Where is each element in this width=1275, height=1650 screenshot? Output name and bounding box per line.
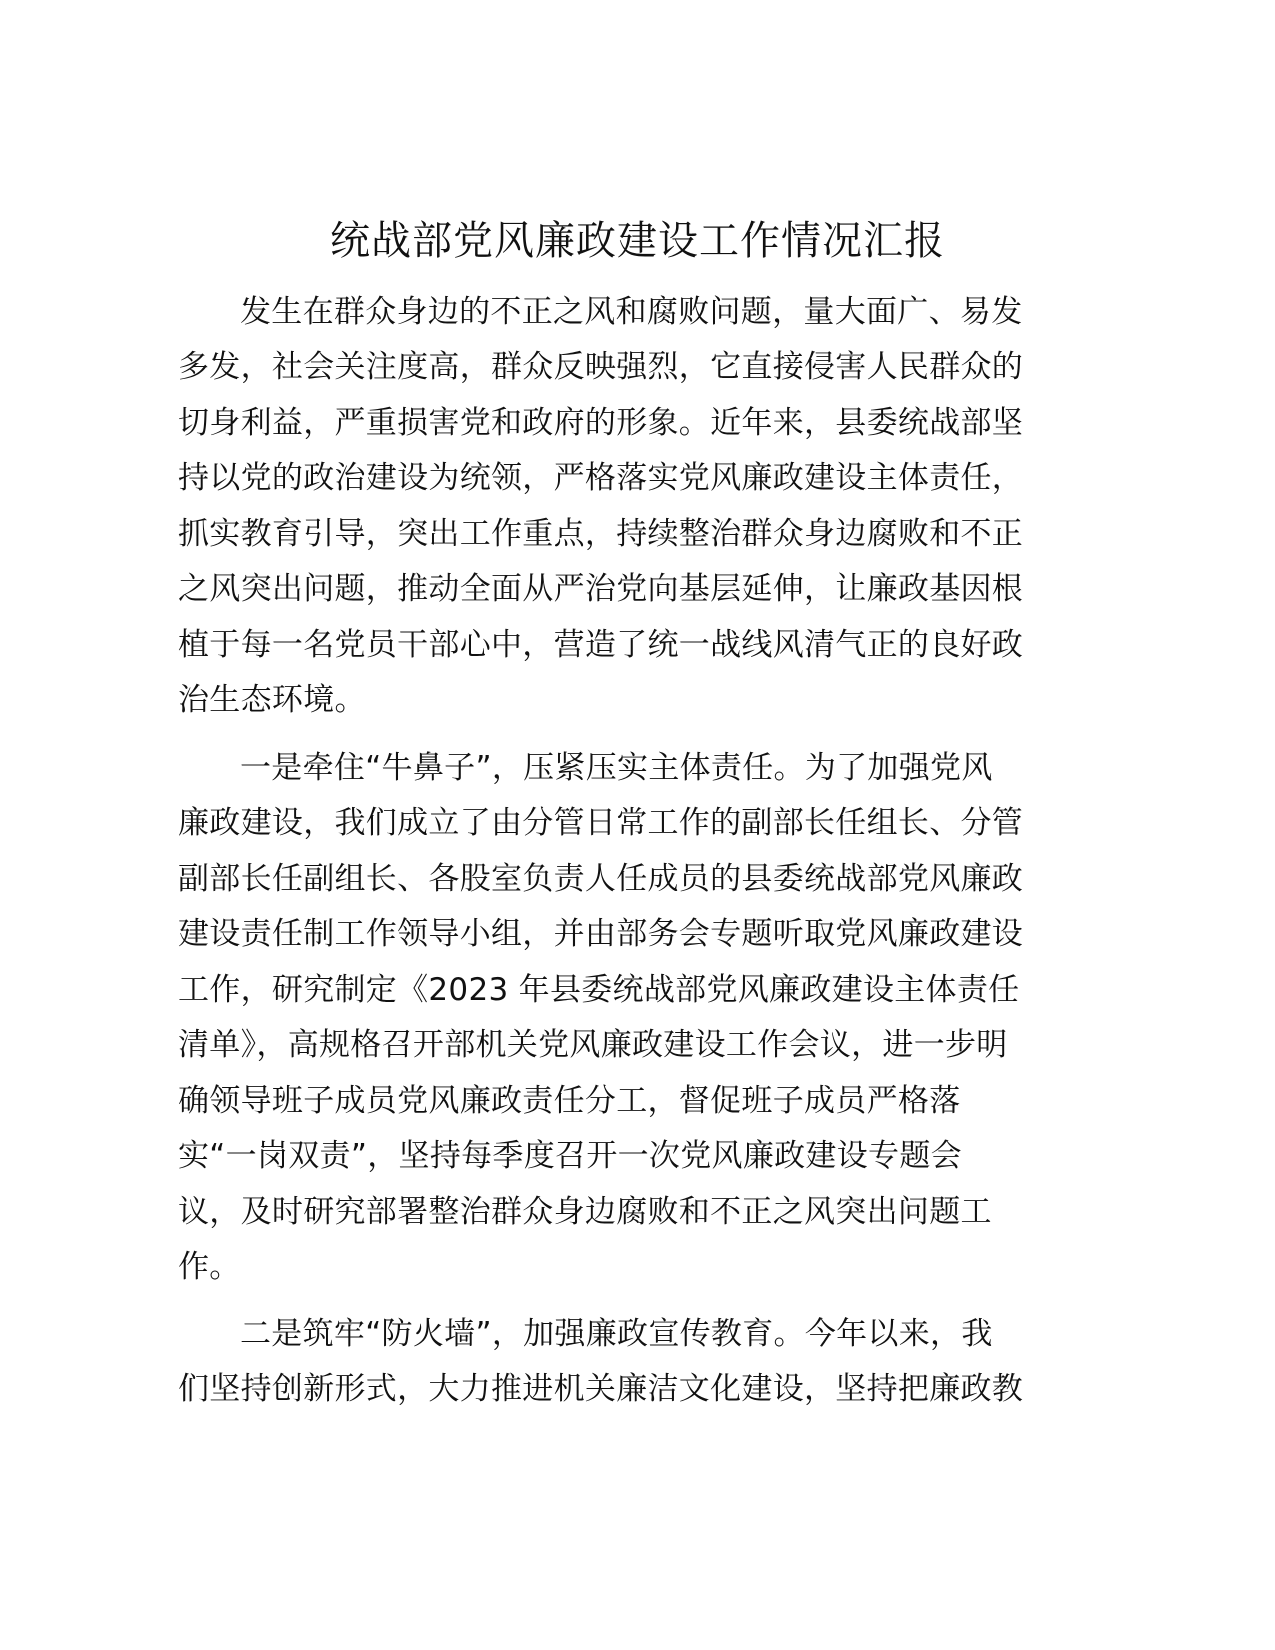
text-line: 们坚持创新形式，大力推进机关廉洁文化建设，坚持把廉政教 [178, 1371, 1024, 1407]
text-line: 议，及时研究部署整治群众身边腐败和不正之风突出问题工 [178, 1194, 992, 1230]
text-line: 工作，研究制定《2023 年县委统战部党风廉政建设主体责任 [178, 972, 1020, 1008]
text-line: 实“一岗双责”，坚持每季度召开一次党风廉政建设专题会 [178, 1138, 962, 1174]
text-line: 确领导班子成员党风廉政责任分工，督促班子成员严格落 [178, 1083, 961, 1119]
text-line: 清单》，高规格召开部机关党风廉政建设工作会议，进一步明 [178, 1027, 1008, 1063]
text-line: 切身利益，严重损害党和政府的形象。近年来，县委统战部坚 [178, 405, 1024, 441]
text-line: 一是牵住“牛鼻子”，压紧压实主体责任。为了加强党风 [240, 750, 993, 786]
text-line: 二是筑牢“防火墙”，加强廉政宣传教育。今年以来，我 [240, 1316, 993, 1352]
text-line: 治生态环境。 [178, 682, 366, 718]
text-line: 作。 [178, 1249, 241, 1285]
text-line: 抓实教育引导，突出工作重点，持续整治群众身边腐败和不正 [178, 516, 1024, 552]
text-line: 植于每一名党员干部心中，营造了统一战线风清气正的良好政 [178, 627, 1024, 663]
text-line: 建设责任制工作领导小组，并由部务会专题听取党风廉政建设 [178, 916, 1024, 952]
document-title: 统战部党风廉政建设工作情况汇报 [330, 218, 945, 264]
text-line: 多发，社会关注度高，群众反映强烈，它直接侵害人民群众的 [178, 349, 1024, 385]
text-line: 发生在群众身边的不正之风和腐败问题，量大面广、易发 [240, 294, 1023, 330]
text-line: 之风突出问题，推动全面从严治党向基层延伸，让廉政基因根 [178, 571, 1024, 607]
text-line: 副部长任副组长、各股室负责人任成员的县委统战部党风廉政 [178, 861, 1024, 897]
text-line: 持以党的政治建设为统领，严格落实党风廉政建设主体责任， [178, 460, 1024, 496]
text-line: 廉政建设，我们成立了由分管日常工作的副部长任组长、分管 [178, 805, 1024, 841]
